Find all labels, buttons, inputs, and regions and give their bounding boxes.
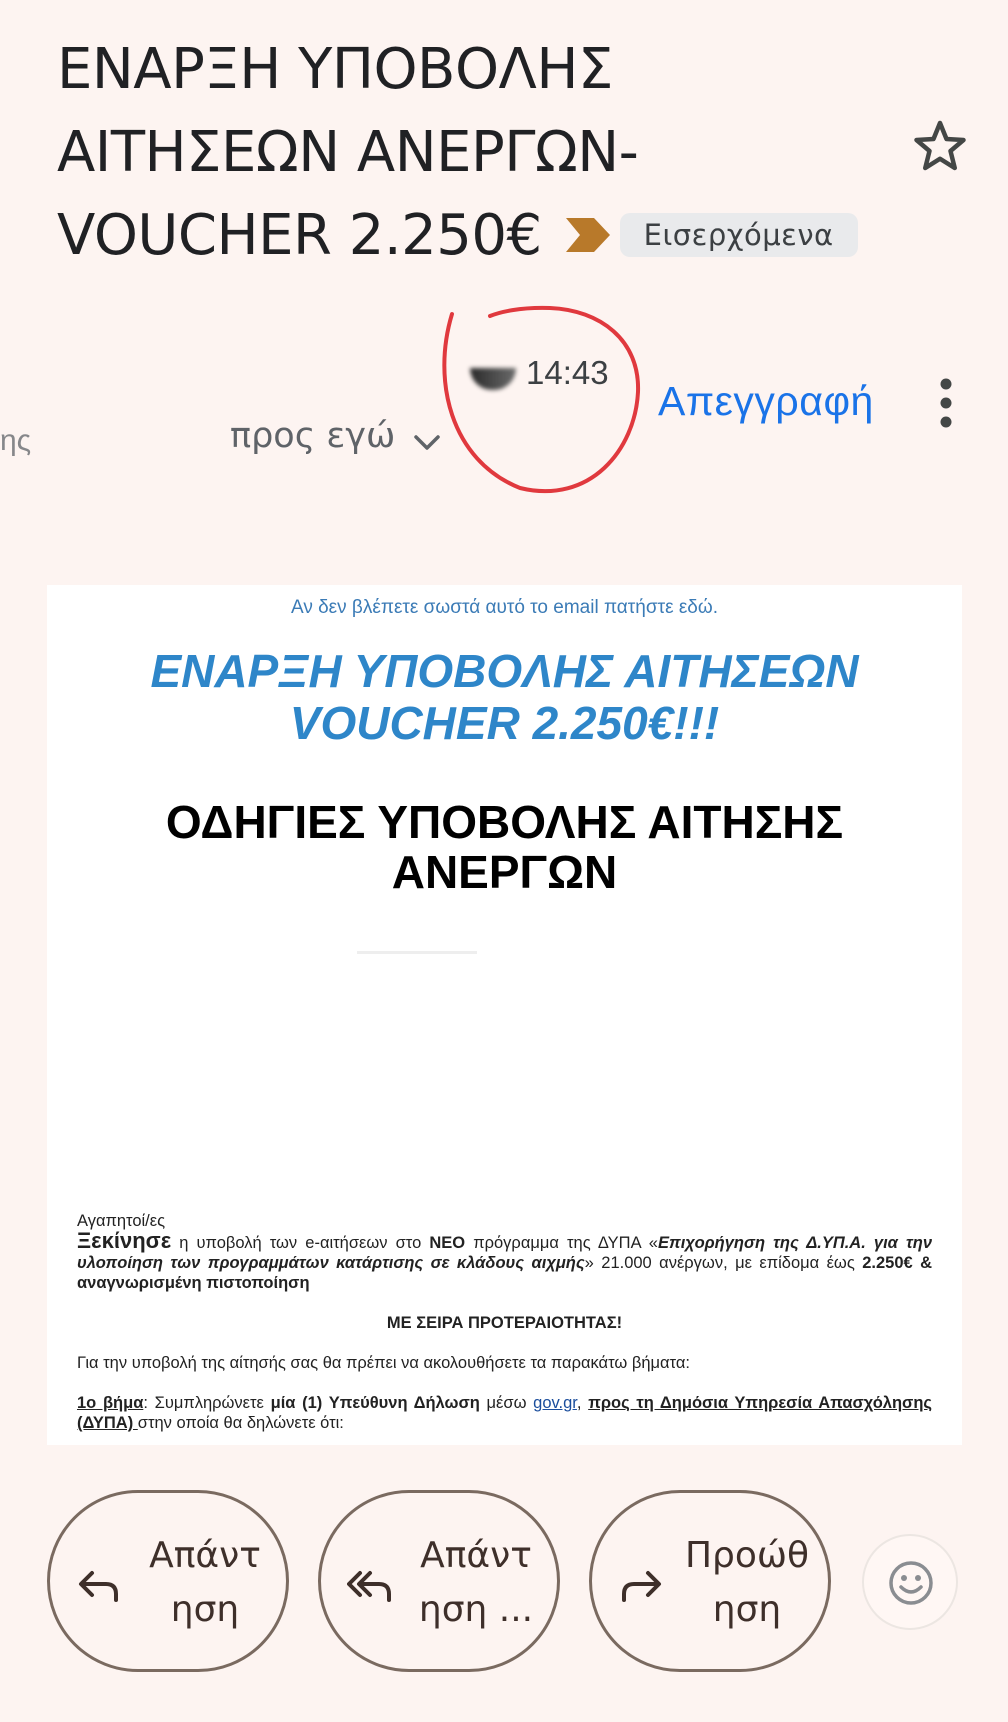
subject-line-3-text: VOUCHER 2.250€ xyxy=(57,203,542,268)
banner-line-1: ΕΝΑΡΞΗ ΥΠΟΒΟΛΗΣ ΑΙΤΗΣΕΩΝ xyxy=(150,645,859,697)
step-1-label: 1ο βήμα xyxy=(77,1394,144,1412)
step-1-declaration: μία (1) Υπεύθυνη Δήλωση xyxy=(270,1394,480,1412)
forward-button[interactable] xyxy=(589,1490,831,1672)
emoji-icon xyxy=(887,1559,935,1607)
instructions-line-2: ΑΝΕΡΓΩΝ xyxy=(391,846,618,898)
subject-line-2: ΑΙΤΗΣΕΩΝ ΑΝΕΡΓΩΝ- xyxy=(57,120,639,185)
instructions-line-1: ΟΔΗΓΙΕΣ ΥΠΟΒΟΛΗΣ ΑΙΤΗΣΗΣ xyxy=(165,796,844,848)
sender-name-fragment: ης xyxy=(0,424,32,457)
step-1-text-a: : Συμπληρώνετε xyxy=(143,1394,271,1412)
more-vert-icon[interactable] xyxy=(935,378,957,428)
forward-icon xyxy=(618,1565,664,1605)
step-1-recipient: προς τη Δημόσια Υπηρεσία Απασχόλησης (ΔΥΠΑ) xyxy=(77,1394,932,1432)
instructions-heading xyxy=(47,797,962,897)
govgr-link[interactable]: gov.gr xyxy=(533,1394,577,1412)
email-subject xyxy=(57,28,837,277)
intro-neo: ΝΕΟ xyxy=(429,1234,466,1252)
voucher-banner-heading xyxy=(47,645,962,749)
steps-intro: Για την υποβολή της αίτησής σας θα πρέπει να ακολουθήσετε τα παρακάτω βήματα: xyxy=(77,1354,690,1372)
reply-button[interactable] xyxy=(47,1490,289,1672)
reply-label: Απάντηση xyxy=(149,1535,261,1630)
step-1-text-d: στην οποία θα δηλώνετε ότι: xyxy=(137,1414,344,1432)
intro-text-a: η υποβολή των e-αιτήσεων στο xyxy=(171,1234,430,1252)
intro-text-b: πρόγραμμα της ΔΥΠΑ « xyxy=(465,1234,658,1252)
emoji-reaction-button[interactable] xyxy=(862,1534,958,1630)
chevron-down-icon[interactable] xyxy=(410,428,444,458)
reply-all-label: Απάντηση ... xyxy=(418,1535,534,1630)
intro-text-c: » 21.000 ανέργων, με επίδομα έως xyxy=(584,1254,863,1272)
divider xyxy=(357,951,477,954)
unsubscribe-link[interactable]: Απεγγραφή xyxy=(658,378,874,424)
reply-all-icon xyxy=(347,1565,393,1605)
step-1 xyxy=(77,1393,932,1433)
step-1-text-b: μέσω xyxy=(479,1394,534,1412)
action-bar xyxy=(0,1490,1008,1680)
greeting: Αγαπητοί/ες xyxy=(77,1212,166,1230)
program-name: Επιχορήγηση της Δ.ΥΠ.Α. για την υλοποίηση των προγραμμάτων κατάρτισης σε κλάδους αιχμής xyxy=(77,1234,932,1272)
star-icon[interactable] xyxy=(910,116,970,176)
step-1-text-c: , xyxy=(576,1394,589,1412)
subject-line-3 xyxy=(57,194,837,277)
reply-all-button[interactable] xyxy=(318,1490,560,1672)
reply-icon xyxy=(76,1565,122,1605)
forward-label: Προώθηση xyxy=(684,1535,810,1630)
priority-notice: ΜΕ ΣΕΙΡΑ ΠΡΟΤΕΡΑΙΟΤΗΤΑΣ! xyxy=(386,1314,623,1332)
intro-amount: 2.250€ & αναγνωρισμένη πιστοποίηση xyxy=(77,1254,933,1292)
inbox-label-chip[interactable]: Εισερχόμενα xyxy=(620,213,858,257)
subject-line-1: ΕΝΑΡΞΗ ΥΠΟΒΟΛΗΣ xyxy=(57,37,613,102)
email-body-text xyxy=(77,1211,932,1433)
recipient-line[interactable]: προς εγώ xyxy=(230,416,396,456)
intro-paragraph xyxy=(77,1228,933,1293)
intro-lead: Ξεκίνησε xyxy=(77,1228,172,1253)
important-label-icon[interactable] xyxy=(564,215,612,255)
email-body-card xyxy=(47,585,962,1445)
view-online-link[interactable]: Αν δεν βλέπετε σωστά αυτό το email πατήστε εδώ. xyxy=(291,597,718,618)
banner-line-2: VOUCHER 2.250€!!! xyxy=(289,697,720,749)
email-time: 14:43 xyxy=(526,354,609,391)
annotation-circle xyxy=(440,300,650,500)
